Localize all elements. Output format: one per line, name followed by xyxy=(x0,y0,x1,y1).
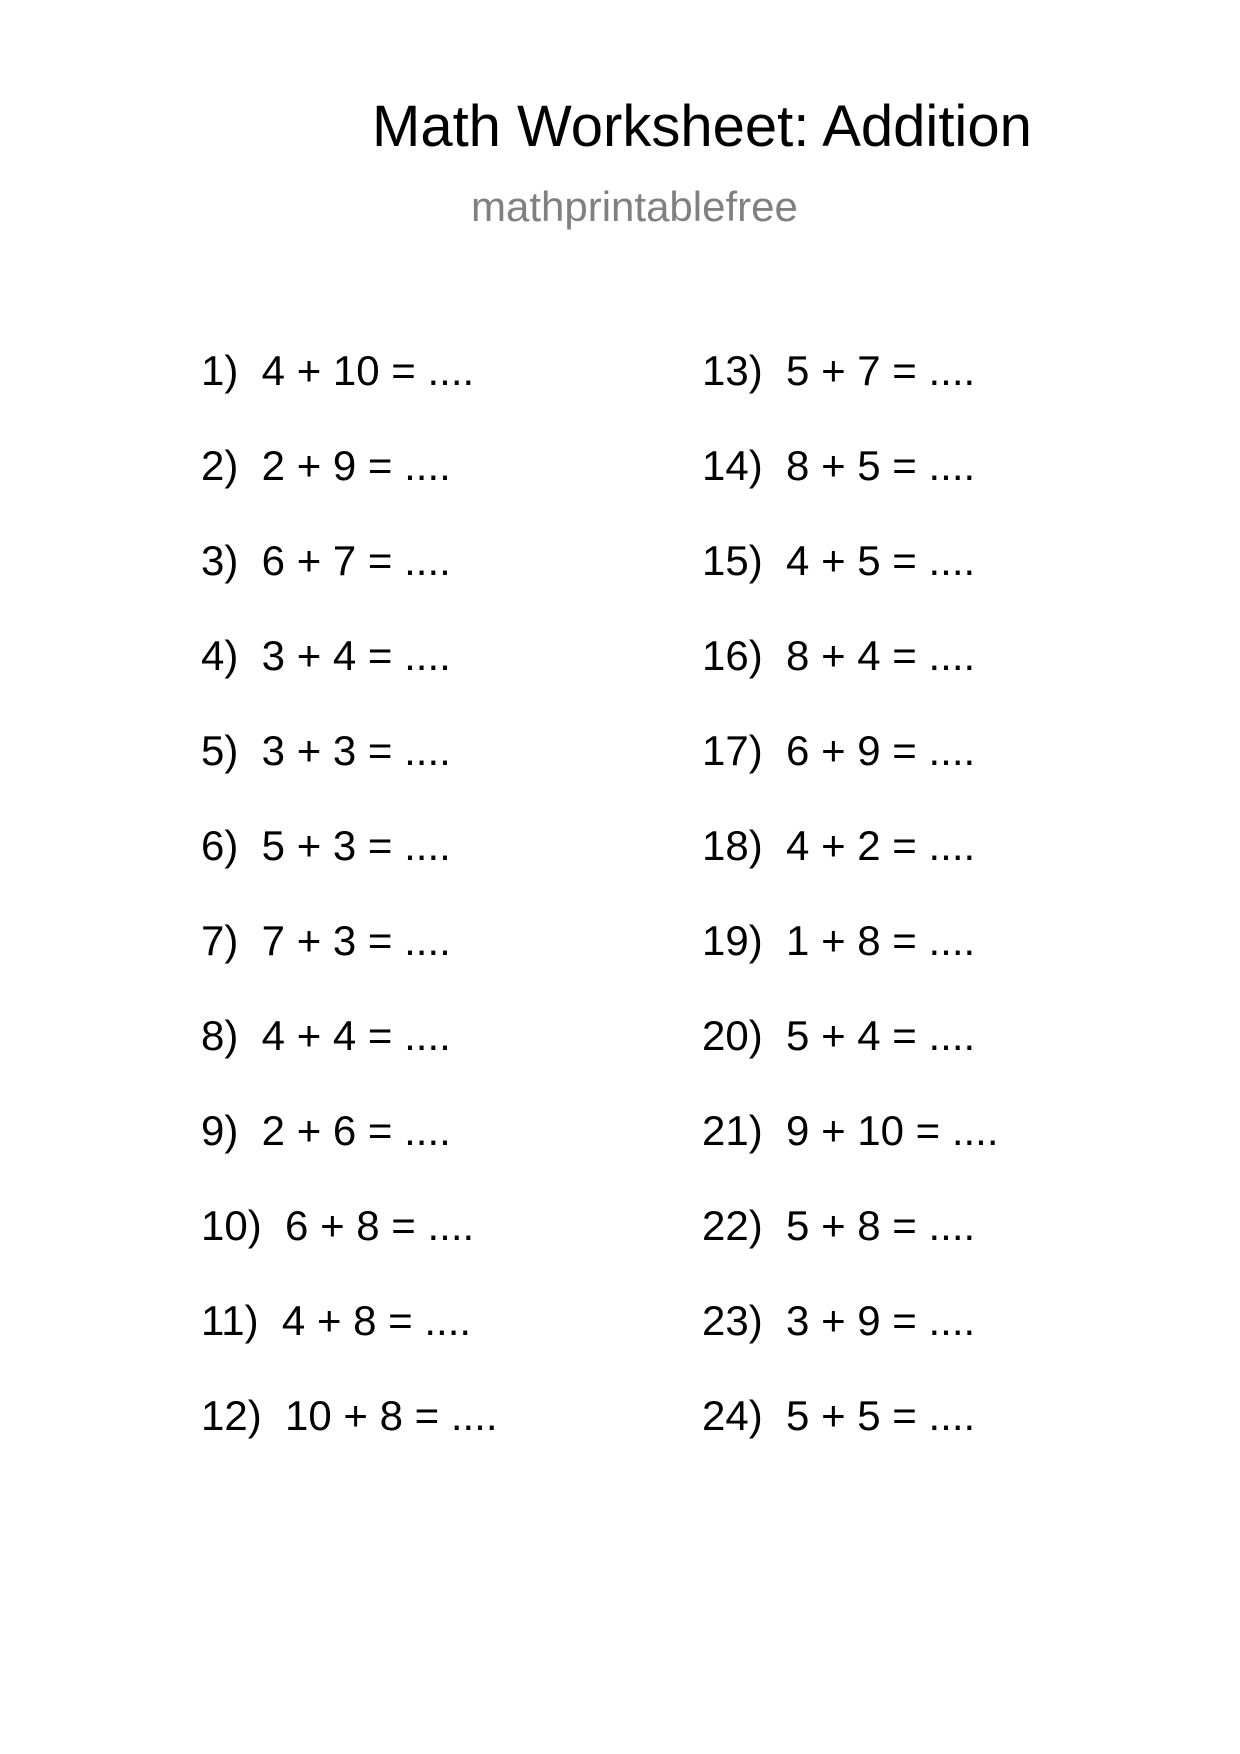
problem-item: 7) 7 + 3 = .... xyxy=(201,917,451,964)
worksheet-subtitle: mathprintablefree xyxy=(471,183,798,230)
worksheet-title: Math Worksheet: Addition xyxy=(372,94,1032,159)
problem-item: 15) 4 + 5 = .... xyxy=(702,537,976,584)
problem-item: 5) 3 + 3 = .... xyxy=(201,727,451,774)
problems-column-right xyxy=(702,347,999,1490)
problems-column-left xyxy=(201,347,498,1490)
problem-item: 14) 8 + 5 = .... xyxy=(702,442,976,489)
problem-item: 18) 4 + 2 = .... xyxy=(702,822,976,869)
problem-item: 16) 8 + 4 = .... xyxy=(702,632,976,679)
problem-item: 19) 1 + 8 = .... xyxy=(702,917,976,964)
problem-item: 4) 3 + 4 = .... xyxy=(201,632,451,679)
problem-item: 22) 5 + 8 = .... xyxy=(702,1202,976,1249)
problem-item: 17) 6 + 9 = .... xyxy=(702,727,976,774)
problem-item: 24) 5 + 5 = .... xyxy=(702,1392,976,1439)
problem-item: 23) 3 + 9 = .... xyxy=(702,1297,976,1344)
problem-item: 12) 10 + 8 = .... xyxy=(201,1392,498,1439)
problem-item: 2) 2 + 9 = .... xyxy=(201,442,451,489)
problem-item: 13) 5 + 7 = .... xyxy=(702,347,976,394)
problem-item: 11) 4 + 8 = .... xyxy=(201,1297,472,1344)
problem-item: 20) 5 + 4 = .... xyxy=(702,1012,976,1059)
problem-item: 6) 5 + 3 = .... xyxy=(201,822,451,869)
problem-item: 3) 6 + 7 = .... xyxy=(201,537,451,584)
problem-item: 1) 4 + 10 = .... xyxy=(201,347,475,394)
problem-item: 21) 9 + 10 = .... xyxy=(702,1107,999,1154)
problem-item: 9) 2 + 6 = .... xyxy=(201,1107,451,1154)
problem-item: 8) 4 + 4 = .... xyxy=(201,1012,451,1059)
problem-item: 10) 6 + 8 = .... xyxy=(201,1202,475,1249)
